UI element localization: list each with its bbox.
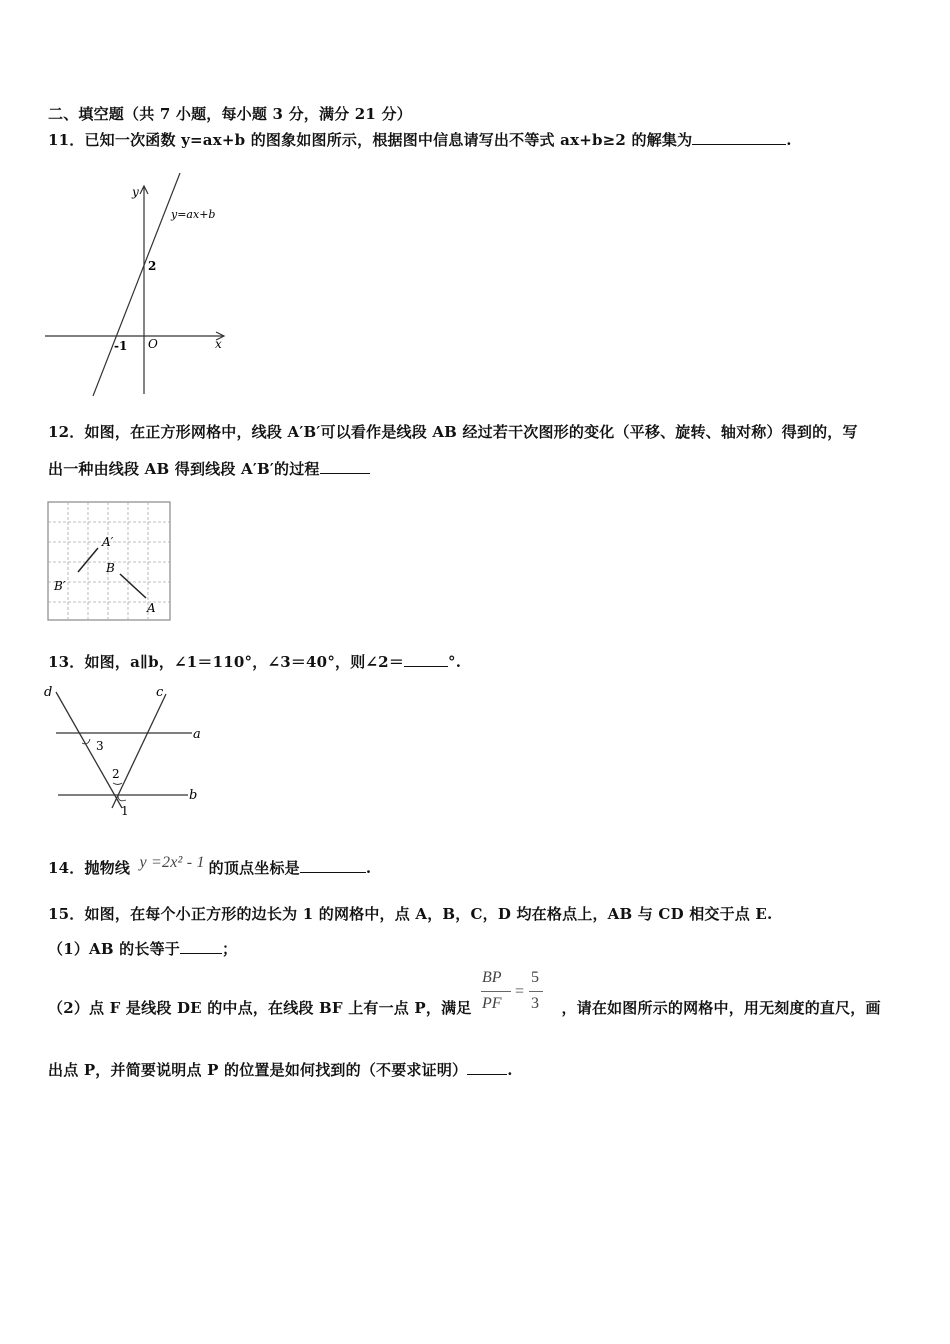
linear-function-graph <box>40 168 240 400</box>
question-13-end: °. <box>448 653 462 671</box>
question-15-part2-c: 出点 P，并简要说明点 P 的位置是如何找到的（不要求证明） <box>48 1061 468 1079</box>
function-line <box>93 173 180 396</box>
square-grid-figure <box>46 500 174 624</box>
angle-1-arc <box>118 795 126 801</box>
label-b: b <box>189 788 198 803</box>
question-15-part1-text: （1）AB 的长等于 <box>48 940 180 958</box>
line-d <box>56 692 122 808</box>
y-intercept-label: 2 <box>148 259 157 273</box>
question-15-part1 <box>48 938 237 959</box>
label-a-prime: A′ <box>102 535 114 549</box>
question-13 <box>48 651 461 672</box>
question-15-part2-end: . <box>507 1061 513 1079</box>
line-label: y=ax+b <box>171 208 216 221</box>
question-11 <box>48 129 792 150</box>
fraction-denominator: PF <box>482 995 502 1012</box>
answer-blank-12 <box>320 472 370 474</box>
section-title: 二、填空题（共 7 小题，每小题 3 分，满分 21 分） <box>48 105 412 123</box>
question-14-end: . <box>365 859 372 877</box>
label-d: d <box>44 685 53 700</box>
question-14-prefix: 14．抛物线 <box>48 859 131 877</box>
angle-2-label: 2 <box>112 767 120 781</box>
label-a: a <box>193 727 201 742</box>
x-axis-label: x <box>215 337 222 351</box>
fraction-bar <box>481 991 511 992</box>
line-c <box>112 694 166 808</box>
question-15-part2-b: ，请在如图所示的网格中，用无刻度的直尺，画 <box>561 999 881 1017</box>
angle-3-label: 3 <box>96 739 104 753</box>
x-intercept-label: -1 <box>114 339 128 353</box>
fraction-numerator: BP <box>482 969 502 986</box>
question-13-text: 13．如图，a∥b，∠1＝110°，∠3＝40°，则∠2＝ <box>48 653 405 671</box>
parallel-lines-figure <box>40 682 220 822</box>
question-15-part2-line1 <box>48 997 881 1018</box>
question-11-text: 11．已知一次函数 y=ax+b 的图象如图所示，根据图中信息请写出不等式 ax+b≥2 的解集为 <box>48 131 693 149</box>
fraction-value-denominator: 3 <box>531 995 539 1012</box>
fraction-value-bar <box>529 991 543 992</box>
answer-blank-15-1 <box>180 952 222 954</box>
question-14 <box>48 854 372 878</box>
question-12-line1: 12．如图，在正方形网格中，线段 A′B′可以看作是线段 AB 经过若干次图形的变化（平移、旋转、轴对称）得到的，写 <box>48 423 858 441</box>
angle-1-label: 1 <box>121 804 129 818</box>
answer-blank-15-2 <box>467 1073 507 1075</box>
answer-blank-11 <box>692 143 786 145</box>
fraction-value-numerator: 5 <box>531 969 539 986</box>
question-15-intro: 15．如图，在每个小正方形的边长为 1 的网格中，点 A，B，C，D 均在格点上，AB 与 CD 相交于点 E. <box>48 905 773 923</box>
question-11-end: . <box>786 131 792 149</box>
answer-blank-13 <box>404 665 448 667</box>
segment-ab <box>120 574 146 598</box>
question-15-part1-end: ； <box>221 940 238 958</box>
label-c: c <box>156 685 164 700</box>
angle-2-arc <box>113 783 122 785</box>
question-15-part2-line2 <box>48 1059 513 1080</box>
question-12-line2 <box>48 458 370 479</box>
label-a: A <box>147 601 156 615</box>
question-14-suffix: 的顶点坐标是 <box>208 859 300 877</box>
fraction-equals: = <box>515 983 525 1000</box>
answer-blank-14 <box>300 871 366 873</box>
y-axis-label: y <box>132 185 139 199</box>
origin-label: O <box>148 337 158 351</box>
label-b: B <box>106 561 115 575</box>
label-b-prime: B′ <box>54 579 66 593</box>
question-15-part2-a: （2）点 F 是线段 DE 的中点，在线段 BF 上有一点 P，满足 <box>48 999 472 1017</box>
parabola-formula: y =2x² - 1 <box>139 854 205 871</box>
question-12-text: 出一种由线段 AB 得到线段 A′B′的过程 <box>48 460 320 478</box>
